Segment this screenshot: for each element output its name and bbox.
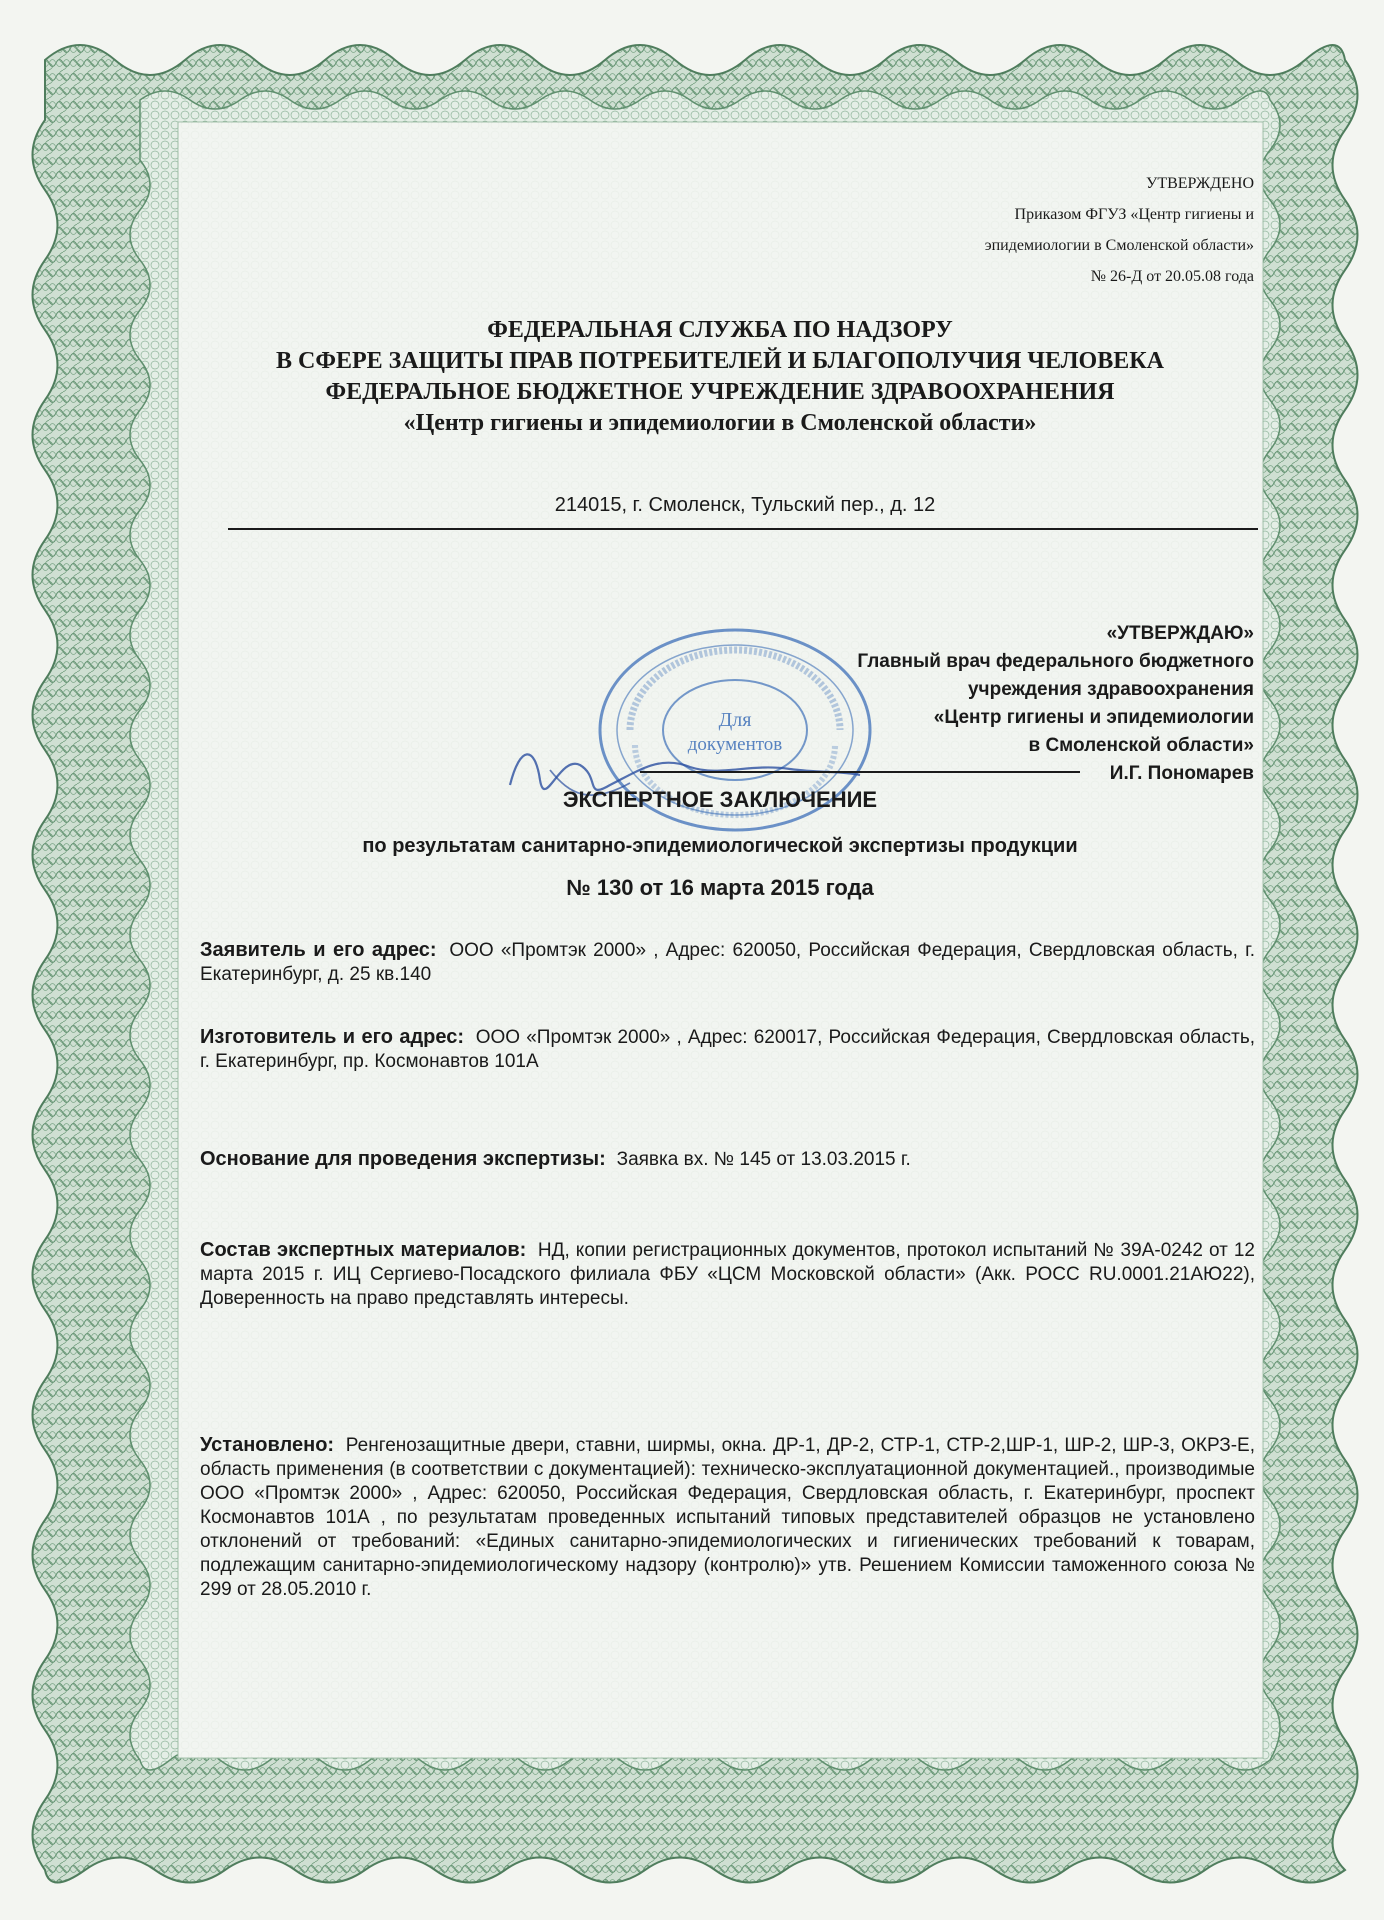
approval-order-block	[985, 168, 1254, 292]
basis-label: Основание для проведения экспертизы:	[200, 1148, 606, 1170]
confirm-position-line-2: учреждения здравоохранения	[967, 679, 1254, 700]
established-text: Ренгенозащитные двери, ставни, ширмы, окна. ДР-1, ДР-2, СТР-1, СТР-2,ШР-1, ШР-2, ШР-3, ОКРЗ-Е, область применения (в соответствии с документацией): техническо-эксплуатационной документацией., производимые ООО «Промтэк 2000» , Адрес: 620050, Российская Федерация, Свердловская область, г. Екатеринбург, проспект Космонавтов 101А , по результатам проведенных испытаний типовых представителей образцов не установлено отклонений от требований: «Единых санитарно-эпидемиологических и гигиенических требований к товарам, подлежащим санитарно-эпидемиологическому надзору (контролю)» утв. Решением Комиссии таможенного союза № 299 от 28.05.2010 г.	[200, 1435, 1255, 1600]
manufacturer-text: ООО «Промтэк 2000» , Адрес: 620017, Российская Федерация, Свердловская область, г. Екатеринбург, пр. Космонавтов 101А	[200, 1027, 1256, 1072]
agency-header	[175, 315, 1265, 439]
agency-line-1: ФЕДЕРАЛЬНАЯ СЛУЖБА ПО НАДЗОРУ	[487, 317, 953, 343]
confirmation-block	[857, 620, 1254, 788]
agency-address: 214015, г. Смоленск, Тульский пер., д. 12	[554, 494, 936, 516]
approved-number-line: № 26-Д от 20.05.08 года	[1090, 268, 1254, 285]
applicant-text: ООО «Промтэк 2000» , Адрес: 620050, Российская Федерация, Свердловская область, г. Екатеринбург, д. 25 кв.140	[200, 940, 1255, 985]
basis-text: Заявка вх. № 145 от 13.03.2015 г.	[616, 1149, 911, 1170]
materials-text: НД, копии регистрационных документов, протокол испытаний № 39А-0242 от 12 марта 2015 г. ИЦ Сергиево-Посадского филиала ФБУ «ЦСМ Московской области» (Акк. РОСС RU.0001.21АЮ22), Доверенность на право представлять интересы.	[200, 1240, 1255, 1309]
header-divider	[228, 528, 1258, 530]
conclusion-subtitle: по результатам санитарно-эпидемиологической экспертизы продукции	[362, 835, 1078, 857]
confirm-position-line-4: в Смоленской области»	[1028, 735, 1254, 756]
established-label: Установлено:	[200, 1434, 335, 1456]
conclusion-number: № 130 от 16 марта 2015 года	[566, 875, 874, 900]
agency-line-2: В СФЕРЕ ЗАЩИТЫ ПРАВ ПОТРЕБИТЕЛЕЙ И БЛАГОПОЛУЧИЯ ЧЕЛОВЕКА	[276, 348, 1164, 374]
materials-label: Состав экспертных материалов:	[200, 1239, 527, 1261]
stamp-center-text-1: Для	[718, 709, 752, 731]
stamp-center-text-2: документов	[687, 734, 783, 755]
agency-line-4: «Центр гигиены и эпидемиологии в Смоленской области»	[403, 410, 1037, 436]
materials-section	[200, 1238, 1255, 1311]
approved-heading: УТВЕРЖДЕНО	[1145, 175, 1254, 192]
signature-line	[640, 771, 1080, 773]
applicant-label: Заявитель и его адрес:	[200, 939, 437, 961]
confirm-signer-name: И.Г. Пономарев	[1109, 763, 1254, 784]
manufacturer-label: Изготовитель и его адрес:	[200, 1026, 465, 1048]
agency-line-3: ФЕДЕРАЛЬНОЕ БЮДЖЕТНОЕ УЧРЕЖДЕНИЕ ЗДРАВООХРАНЕНИЯ	[325, 379, 1115, 405]
confirm-heading: «УТВЕРЖДАЮ»	[1106, 623, 1254, 644]
conclusion-title: ЭКСПЕРТНОЕ ЗАКЛЮЧЕНИЕ	[562, 787, 878, 812]
approved-org-line: эпидемиологии в Смоленской области»	[984, 237, 1254, 254]
applicant-section	[200, 938, 1255, 987]
confirm-position-line-3: «Центр гигиены и эпидемиологии	[933, 707, 1254, 728]
manufacturer-section	[200, 1025, 1255, 1074]
established-section	[200, 1433, 1255, 1602]
confirm-position-line-1: Главный врач федерального бюджетного	[857, 651, 1254, 672]
basis-section	[200, 1147, 1255, 1172]
approved-order-line: Приказом ФГУЗ «Центр гигиены и	[1014, 206, 1254, 223]
